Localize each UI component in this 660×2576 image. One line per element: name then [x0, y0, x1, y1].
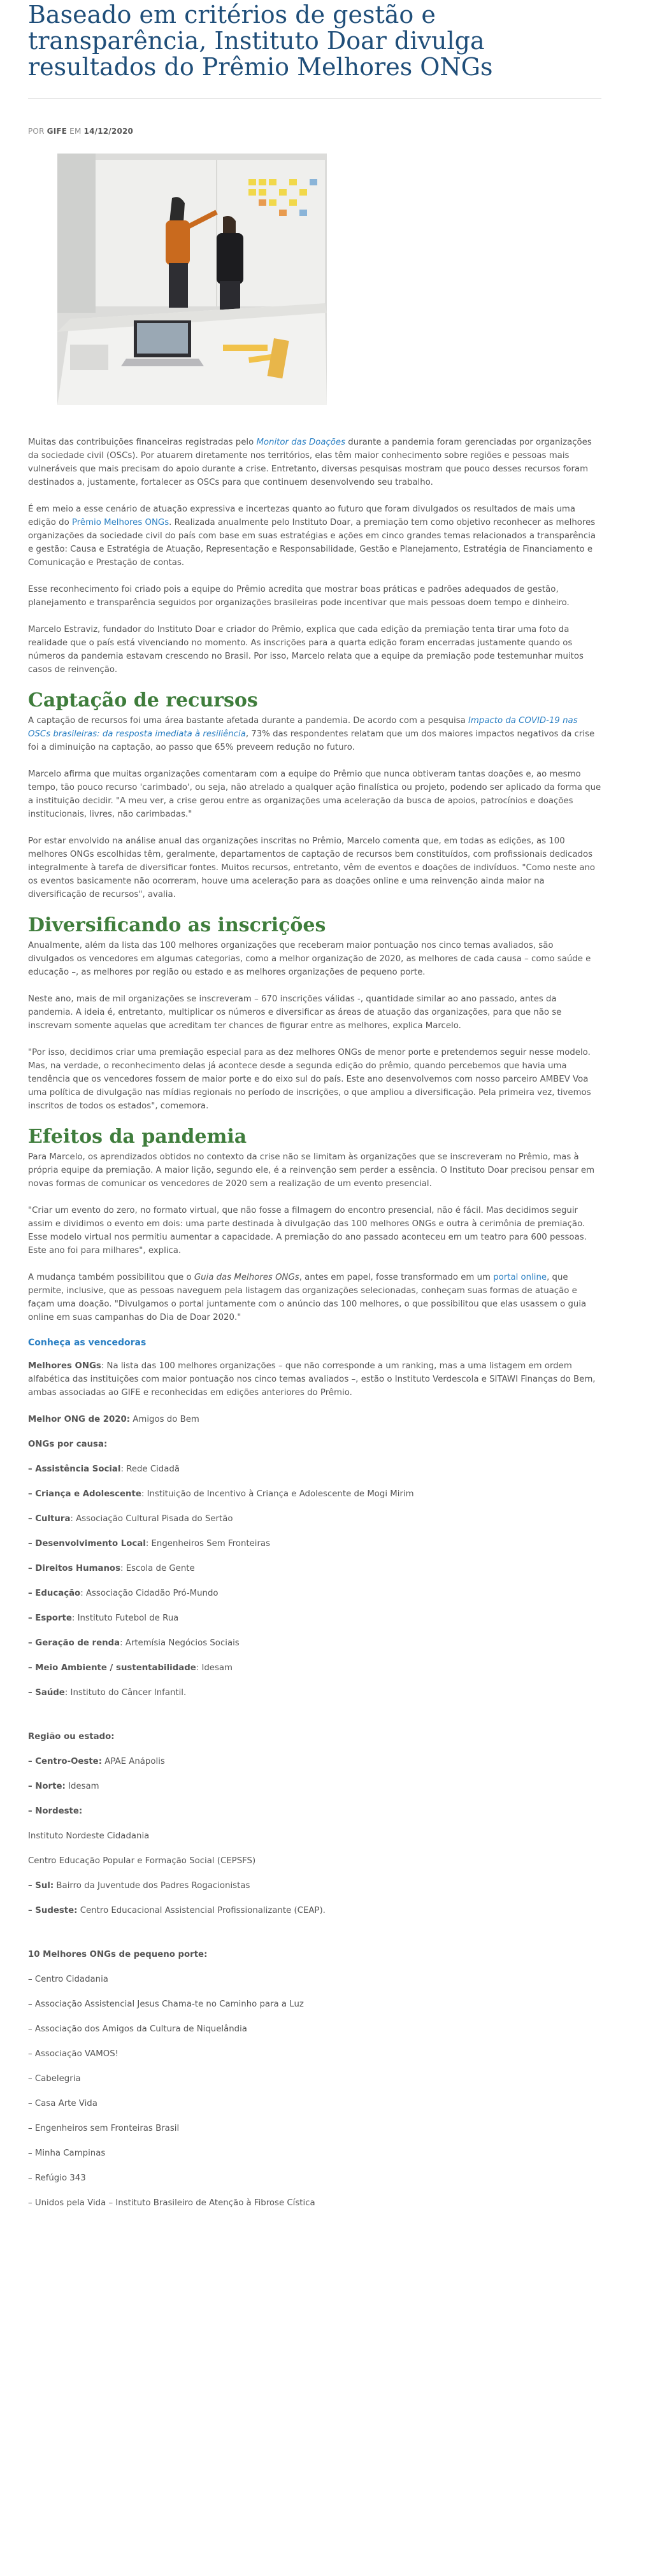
diversificando-paragraph-3: "Por isso, decidimos criar uma premiação especial para as dez melhores ONGs de menor porte e pretendemos seguir nesse modelo. Mas, na verdade, o reconhecimento delas já acontece desde a segunda edição do prêmio, quando percebemos que havia uma tendência que os vencedores fossem de maior porte e do eixo sul do país. Este ano desenvolvemos com nosso parceiro AMBEV Voa uma política de divulgação nas mídias regionais no período de inscrições, o que ampliou a diversificação. Pela primeira vez, tivemos inscritos de todos os estados", comemora. — [28, 1048, 591, 1111]
causa-item: – Assistência Social: Rede Cidadã — [28, 1464, 180, 1474]
causa-item: – Direitos Humanos: Escola de Gente — [28, 1564, 195, 1573]
regiao-item: – Sudeste: Centro Educacional Assistencial Profissionalizante (CEAP). — [28, 1906, 326, 1915]
title-divider — [28, 98, 601, 99]
causa-item: – Saúde: Instituto do Câncer Infantil. — [28, 1688, 187, 1698]
pequeno-porte-item: – Associação VAMOS! — [28, 2049, 118, 2059]
captacao-paragraph-3: Por estar envolvido na análise anual das organizações inscritas no Prêmio, Marcelo comenta que, em todas as edições, as 100 melhores ONGs escolhidas têm, geralmente, departamentos de captação de recursos bem constituídos, com profissionais dedicados integralmente à tarefa de diversificar fontes. Muitos recursos, entretanto, vêm de eventos e doações de indivíduos. "Como neste ano os eventos basicamente não ocorreram, houve uma aceleração para as doações online e uma reinvenção ainda maior na diversificação de recursos", avalia. — [28, 836, 596, 899]
causa-item: – Desenvolvimento Local: Engenheiros Sem Fronteiras — [28, 1539, 271, 1549]
intro-paragraph-2: É em meio a esse cenário de atuação expressiva e incertezas quanto ao futuro que foram divulgados os resultados de mais uma edição do Prêmio Melhores ONGs. Realizada anualmente pelo Instituto Doar, a premiação tem como objetivo reconhecer as melhores organizações da sociedade civil do país com base em suas estratégias e ações em cinco grandes temas relacionados a transparência e gestão: Causa e Estratégia de Atuação, Representação e Responsabilidade, Gestão e Planejamento, Estratégia de Financiamento e Comunicação e Prestação de contas. — [28, 504, 596, 568]
causa-item: – Criança e Adolescente: Instituição de Incentivo à Criança e Adolescente de Mogi Mirim — [28, 1489, 414, 1499]
pequeno-porte-item: – Cabelegria — [28, 2074, 81, 2084]
captacao-paragraph-2: Marcelo afirma que muitas organizações comentaram com a equipe do Prêmio que nunca obtiveram tantas doações e, ao mesmo tempo, tão pouco recurso 'carimbado', ou seja, não atrelado a qualquer ação finalística ou projeto, podendo ser aplicado da forma que a instituição decidir. "A meu ver, a crise gerou entre as organizações uma aceleração da busca de apoios, patrocínios e doações institucionais, livres, não carimbadas." — [28, 769, 601, 819]
pequeno-porte-item: – Unidos pela Vida – Instituto Brasileiro de Atenção à Fibrose Cística — [28, 2198, 315, 2208]
causa-item: – Cultura: Associação Cultural Pisada do Sertão — [28, 1514, 233, 1524]
section-heading-captacao: Captação de recursos — [28, 689, 258, 712]
pequeno-porte-label: 10 Melhores ONGs de pequeno porte: — [28, 1950, 208, 1959]
intro-paragraph-3: Esse reconhecimento foi criado pois a equipe do Prêmio acredita que mostrar boas práticas e padrões adequados de gestão, planejamento e transparência seguidos por organizações brasileiras pode incentivar que mais pessoas doem tempo e dinheiro. — [28, 585, 570, 608]
office-whiteboard-photo — [57, 154, 327, 405]
pequeno-porte-item: – Engenheiros sem Fronteiras Brasil — [28, 2124, 180, 2133]
intro-paragraph-4: Marcelo Estraviz, fundador do Instituto Doar e criador do Prêmio, explica que cada edição da premiação tenta tirar uma foto da realidade que o país está vivenciando no momento. As inscrições para a quarta edição foram encerradas justamente quando os números da pandemia estavam crescendo no Brasil. Por isso, Marcelo relata que a equipe da premiação pode testemunhar muitos casos de reinvenção. — [28, 625, 584, 675]
premio-melhores-ongs-link[interactable]: Prêmio Melhores ONGs — [71, 518, 169, 527]
section-heading-vencedoras: Conheça as vencedoras — [28, 1338, 147, 1348]
pequeno-porte-item: – Centro Cidadania — [28, 1975, 108, 1984]
article — [28, 0, 601, 2221]
diversificando-paragraph-1: Anualmente, além da lista das 100 melhores organizações que receberam maior pontuação nos cinco temas avaliados, são divulgados os vencedores em algumas categorias, como a melhor organização de 2020, as melhores de cada causa – como saúde e educação –, as melhores por região ou estado e as melhores organizações de pequeno porte. — [28, 941, 591, 977]
captacao-paragraph-1: A captação de recursos foi uma área bastante afetada durante a pandemia. De acordo com a pesquisa Impacto da COVID-19 nas OSCs brasileiras: da resposta imediata à resiliência, 73% das respondentes relatam que um dos maiores impactos negativos da crise foi a diminuição na captação, ao passo que 65% preveem redução no futuro. — [28, 716, 595, 752]
pequeno-porte-item: – Refúgio 343 — [28, 2173, 86, 2183]
regiao-item: – Centro-Oeste: APAE Anápolis — [28, 1757, 165, 1766]
article-photo — [57, 154, 327, 405]
efeitos-paragraph-1: Para Marcelo, os aprendizados obtidos no contexto da crise não se limitam às organizações que se inscreveram no Prêmio, mas à própria equipe da premiação. A maior lição, segundo ele, é a reinvenção sem perder a essência. O Instituto Doar precisou pensar em novas formas de comunicar os vencedores de 2020 sem a realização de um evento presencial. — [28, 1152, 595, 1189]
regiao-item: – Nordeste: — [28, 1807, 83, 1816]
vencedoras-paragraph-1: Melhores ONGs: Na lista das 100 melhores organizações – que não corresponde a um ranking, mas a uma listagem em ordem alfabética das instituições com maior pontuação nos cinco temas avaliados –, estão o Instituto Verdescola e SITAWI Finanças do Bem, ambas associadas ao GIFE e reconhecidas em edições anteriores do Prêmio. — [28, 1361, 596, 1398]
efeitos-paragraph-2: "Criar um evento do zero, no formato virtual, que não fosse a filmagem do encontro presencial, não é fácil. Mas decidimos seguir assim e dividimos o evento em dois: uma parte destinada à divulgação das 100 melhores ONGs e outra à cerimônia de premiação. Esse modelo virtual nos permitiu aumentar a capacidade. A premiação do ano passado aconteceu em um teatro para 600 pessoas. Este ano foi para milhares", explica. — [28, 1206, 587, 1256]
regiao-label: Região ou estado: — [28, 1732, 115, 1742]
pequeno-porte-item: – Minha Campinas — [28, 2149, 106, 2158]
regiao-item: – Norte: Idesam — [28, 1782, 99, 1791]
pequeno-porte-item: – Associação Assistencial Jesus Chama-te no Caminho para a Luz — [28, 2000, 304, 2009]
regiao-item: – Sul: Bairro da Juventude dos Padres Rogacionistas — [28, 1881, 250, 1891]
section-heading-efeitos: Efeitos da pandemia — [28, 1126, 247, 1148]
regiao-subitem: Instituto Nordeste Cidadania — [28, 1831, 150, 1841]
author-link[interactable]: GIFE — [47, 127, 68, 136]
causa-item: – Geração de renda: Artemísia Negócios Sociais — [28, 1638, 240, 1648]
publish-date: 14/12/2020 — [83, 127, 134, 136]
winners-list — [28, 1413, 601, 2210]
section-heading-diversificando: Diversificando as inscrições — [28, 914, 326, 936]
efeitos-paragraph-3: A mudança também possibilitou que o Guia das Melhores ONGs, antes em papel, fosse transformado em um portal online, que permite, inclusive, que as pessoas naveguem pela listagem das organizações selecionadas, conheçam suas formas de atuação e façam uma doação. "Divulgamos o portal juntamente com o anúncio das 100 melhores, o que possibilitou que elas usassem o guia online em suas campanhas do Dia de Doar 2020." — [28, 1273, 587, 1322]
causa-item: – Meio Ambiente / sustentabilidade: Idesam — [28, 1663, 233, 1673]
causa-item: – Esporte: Instituto Futebol de Rua — [28, 1614, 179, 1623]
pesquisa-impacto-covid-link[interactable]: Impacto da COVID-19 nas OSCs brasileiras: da resposta imediata à resiliência — [28, 716, 578, 739]
monitor-doacoes-link[interactable]: Monitor das Doações — [256, 438, 346, 447]
pequeno-porte-item: – Casa Arte Vida — [28, 2099, 97, 2108]
regiao-subitem: Centro Educação Popular e Formação Social (CEPSFS) — [28, 1856, 256, 1866]
page-title: Baseado em critérios de gestão e transparência, Instituto Doar divulga resultados do Prêmio Melhores ONGs — [28, 1, 493, 81]
causa-item: – Educação: Associação Cidadão Pró-Mundo — [28, 1589, 219, 1598]
diversificando-paragraph-2: Neste ano, mais de mil organizações se inscreveram – 670 inscrições válidas -, quantidade similar ao ano passado, antes da pandemia. A ideia é, entretanto, multiplicar os números e diversificar as áreas de atuação das organizações, para que não se inscrevam somente aquelas que acreditam ter chances de figurar entre as melhores, explica Marcelo. — [28, 994, 562, 1031]
portal-online-link[interactable]: portal online — [493, 1273, 547, 1282]
best-ong-2020: Melhor ONG de 2020: Amigos do Bem — [28, 1415, 199, 1424]
pequeno-porte-item: – Associação dos Amigos da Cultura de Niquelândia — [28, 2024, 247, 2034]
intro-paragraph-1: Muitas das contribuições financeiras registradas pelo Monitor das Doações durante a pandemia foram gerenciadas por organizações da sociedade civil (OSCs). Por atuarem diretamente nos territórios, elas têm maior conhecimento sobre regiões e pessoas mais vulneráveis que mais precisam do apoio durante a crise. Entretanto, diversas pesquisas mostram que pouco desses recursos foram destinados a, justamente, fortalecer as OSCs para que continuem desenvolvendo seu trabalho. — [28, 438, 592, 487]
causa-label: ONGs por causa: — [28, 1440, 108, 1449]
article-meta: POR GIFE EM 14/12/2020 — [28, 127, 134, 136]
